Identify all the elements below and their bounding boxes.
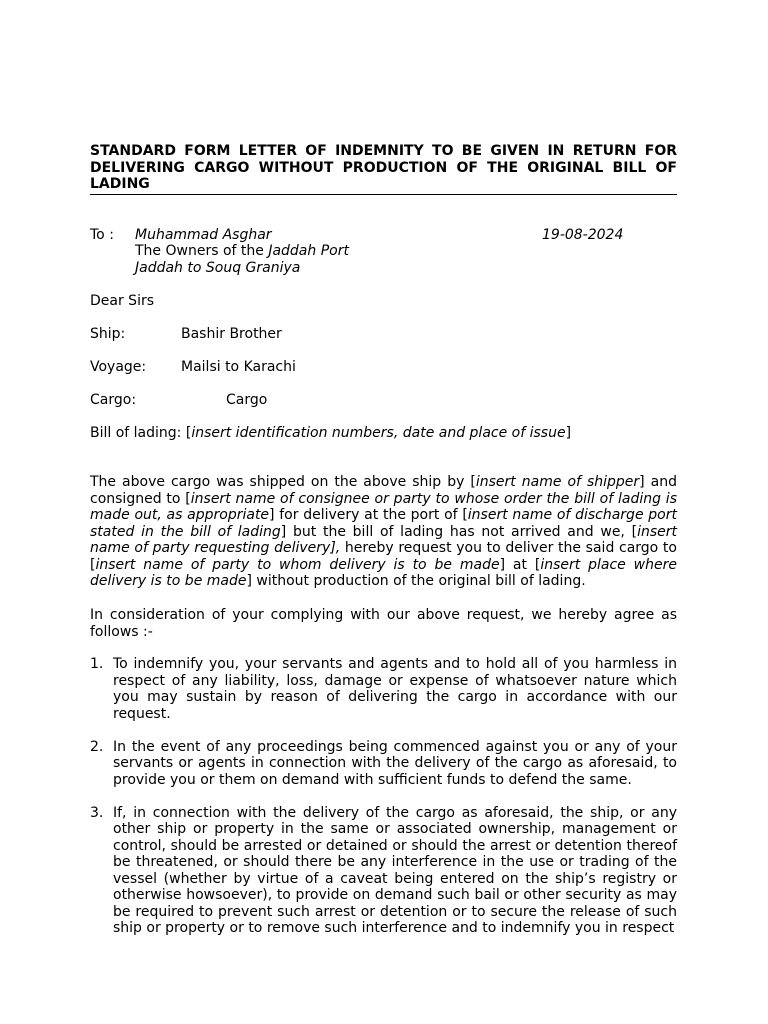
cargo-value: Cargo [226, 392, 268, 408]
voyage-value: Mailsi to Karachi [181, 359, 296, 375]
clause-text: If, in connection with the delivery of the cargo as aforesaid, the ship, or any other ship or property in the same or associated ownership, management or control, should be arrested or detained or should the arrest or detention thereof be threatened, or should there be any interference in the use or trading of the vessel (whether by virtue of a caveat being entered on the ship’s registry or otherwise howsoever), to provide on demand such bail or other security as may be required to prevent such arrest or detention or to secure the release of such ship or property or to remove such interference and to indemnify you in respect [113, 804, 677, 936]
bill-of-lading-line [90, 425, 571, 442]
title-line: DELIVERING CARGO WITHOUT PRODUCTION OF THE ORIGINAL BILL OF [90, 159, 677, 176]
clause-list [90, 656, 677, 953]
bol-label: Bill of lading: [ [90, 425, 192, 441]
cargo-label: Cargo: [90, 392, 137, 408]
bol-close: ] [565, 425, 572, 441]
ship-label: Ship: [90, 326, 126, 342]
recipient-name: Muhammad Asghar [135, 227, 272, 243]
placeholder-run: insert name of shipper [475, 474, 640, 490]
text-run: ] and consigned to [ [90, 474, 677, 507]
document-title [90, 143, 677, 195]
owners-prefix: The Owners of the [135, 243, 269, 259]
text-run: ] without production of the original bill of lading. [246, 573, 586, 589]
clause-number: 2. [90, 738, 104, 755]
placeholder-run: insert name of party requesting delivery], [90, 523, 677, 556]
bol-value: insert identification numbers, date and place of issue [191, 425, 566, 441]
ship-value: Bashir Brother [181, 326, 282, 342]
list-item [90, 805, 677, 937]
consideration-paragraph: In consideration of your complying with our above request, we hereby agree as follows :- [90, 607, 677, 640]
list-item [90, 656, 677, 722]
clause-number: 1. [90, 656, 104, 672]
placeholder-run: insert place where delivery is to be made [90, 556, 677, 589]
placeholder-run: insert name of party to whom delivery is to be made [95, 556, 500, 573]
owners-place: Jaddah Port [268, 243, 349, 259]
placeholder-run: insert name of consignee or party to whose order the bill of lading is made out, as appropriate [90, 490, 677, 523]
text-run: hereby request you to deliver the said cargo to [ [90, 540, 677, 573]
title-line: STANDARD FORM LETTER OF INDEMNITY TO BE GIVEN IN RETURN FOR [90, 143, 677, 159]
placeholder-run: insert name of discharge port stated in the bill of lading [90, 507, 677, 540]
voyage-label: Voyage: [90, 359, 147, 375]
text-run: ] for delivery at the port of [ [269, 507, 468, 523]
request-paragraph [90, 474, 677, 590]
salutation: Dear Sirs [90, 293, 155, 309]
recipient-route: Jaddah to Souq Graniya [135, 260, 301, 276]
text-run: ] but the bill of lading has not arrived and we, [ [280, 523, 638, 540]
title-line: LADING [90, 176, 150, 192]
text-run: The above cargo was shipped on the above ship by [ [90, 474, 476, 490]
clause-text: In the event of any proceedings being commenced against you or any of your servants or agents in connection with the delivery of the cargo as aforesaid, to provide you or them on demand with sufficient funds to defend the same. [113, 738, 677, 788]
list-item [90, 739, 677, 789]
clause-text: To indemnify you, your servants and agents and to hold all of you harmless in respect of any liability, loss, damage or expense of whatsoever nature which you may sustain by reason of delivering the cargo in accordance with our request. [113, 656, 677, 722]
recipient-owners-line [135, 243, 349, 260]
letter-date: 19-08-2024 [542, 227, 624, 243]
text-run: ] at [ [499, 556, 541, 573]
to-label: To : [90, 227, 114, 243]
clause-number: 3. [90, 804, 104, 821]
